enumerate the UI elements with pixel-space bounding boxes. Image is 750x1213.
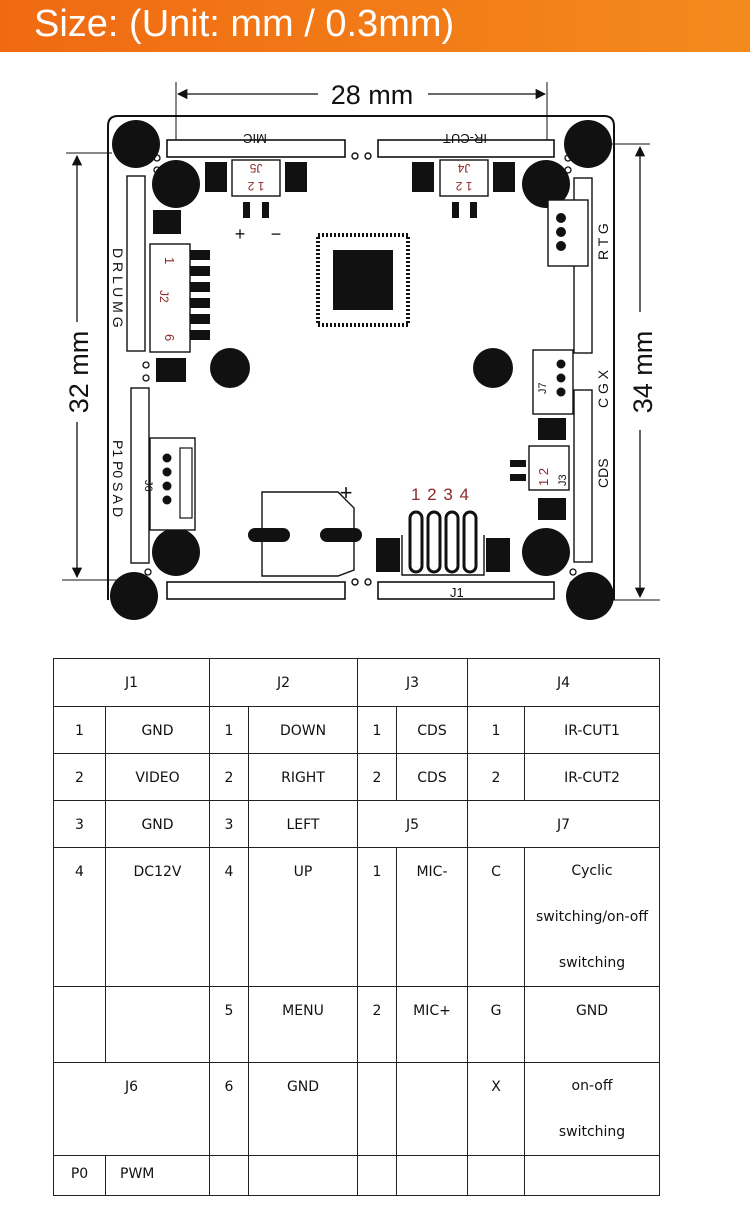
j7-pin: X <box>468 1063 525 1156</box>
j2-func: MENU <box>249 987 358 1063</box>
j3-func: CDS <box>397 754 468 801</box>
mount-hole-br <box>566 572 614 620</box>
j3-pad-top <box>538 418 566 440</box>
mic-label: MIC <box>243 131 267 146</box>
j1-func: GND <box>106 707 210 754</box>
j5-label: J5 <box>249 161 263 175</box>
j4-label: J4 <box>457 161 471 175</box>
header-j3: J3 <box>358 659 468 707</box>
empty-cell <box>358 1156 397 1196</box>
j6-side-label: P1 P0 S A D <box>110 440 126 518</box>
j7-connector <box>533 350 573 414</box>
j1-pin: 2 <box>54 754 106 801</box>
j2-pin: 6 <box>210 1063 249 1156</box>
board-dimension-diagram <box>0 60 750 620</box>
j6-inner <box>180 448 192 518</box>
via-dot <box>352 153 358 159</box>
corner-pad <box>152 528 200 576</box>
j1-connector <box>378 582 554 599</box>
empty-cell <box>397 1156 468 1196</box>
header-j2: J2 <box>210 659 358 707</box>
j3-pin <box>510 460 526 467</box>
rtg-pins <box>556 213 566 251</box>
mid-pad <box>473 348 513 388</box>
j2-pad-top <box>153 210 181 234</box>
empty-cell <box>106 987 210 1063</box>
j1-pin: 1 <box>54 707 106 754</box>
j1-pad-left <box>376 538 400 572</box>
j2-pin: 2 <box>210 754 249 801</box>
j2-pin6-label: 6 <box>162 334 177 342</box>
j3-pin <box>510 474 526 481</box>
empty-cell <box>54 987 106 1063</box>
header-j5: J5 <box>358 801 468 848</box>
empty-cell <box>358 1063 397 1156</box>
header-j1: J1 <box>54 659 210 707</box>
j1-label: J1 <box>450 585 464 600</box>
j7-side-bar <box>574 390 592 562</box>
j3-pins: 1 2 <box>536 467 551 486</box>
j4-func: IR-CUT1 <box>525 707 660 754</box>
j3-pin: 2 <box>358 754 397 801</box>
main-chip <box>333 250 393 310</box>
j2-pin: 5 <box>210 987 249 1063</box>
j7-label: J7 <box>537 382 549 394</box>
j1-func: DC12V <box>106 848 210 987</box>
header-j4: J4 <box>468 659 660 707</box>
title-banner <box>0 0 750 52</box>
j5-pin <box>243 202 250 218</box>
j4-pad-left <box>412 162 434 192</box>
j4-pins: 1 2 <box>455 179 473 193</box>
j1-pins <box>410 512 476 572</box>
mount-hole-tl <box>112 120 160 168</box>
j5-pad-left <box>205 162 227 192</box>
ircut-label: IR-CUT <box>442 131 488 146</box>
j4-pad-right <box>493 162 515 192</box>
mic-plus: + <box>234 224 246 244</box>
j6-label: J6 <box>142 480 154 492</box>
mid-pad <box>210 348 250 388</box>
header-j6: J6 <box>54 1063 210 1156</box>
j6-func: PWM <box>106 1156 210 1196</box>
j2-func: DOWN <box>249 707 358 754</box>
j7-func: GND <box>525 987 660 1063</box>
j5-pin: 1 <box>358 848 397 987</box>
battery-plus: + <box>339 480 353 505</box>
battery-pad-left <box>248 528 290 542</box>
mount-hole-tr <box>564 120 612 168</box>
j2-func: UP <box>249 848 358 987</box>
via-dot <box>352 579 358 585</box>
j3-pad-bottom <box>538 498 566 520</box>
j1-pin-numbers: 1 2 3 4 <box>411 485 470 504</box>
via-dot <box>365 153 371 159</box>
right-height-dimension: 34 mm <box>628 330 658 414</box>
corner-pad <box>522 528 570 576</box>
j1-pin: 4 <box>54 848 106 987</box>
j5-pin <box>262 202 269 218</box>
empty-cell <box>397 1063 468 1156</box>
j7-pin: C <box>468 848 525 987</box>
j2-pin: 3 <box>210 801 249 848</box>
rtg-label: R T G <box>595 223 611 260</box>
bottom-left-connector <box>167 582 345 599</box>
j7-pins <box>557 360 566 397</box>
header-j7: J7 <box>468 801 660 848</box>
j7-pin: G <box>468 987 525 1063</box>
j1-func: GND <box>106 801 210 848</box>
mount-hole-bl <box>110 572 158 620</box>
j6-pin: P0 <box>54 1156 106 1196</box>
j2-side-label: D R L U M G <box>110 248 126 328</box>
via-dot <box>365 579 371 585</box>
j5-func: MIC+ <box>397 987 468 1063</box>
j4-pin <box>452 202 459 218</box>
mic-minus: − <box>270 224 282 244</box>
j2-pad-bottom <box>156 358 186 382</box>
j4-func: IR-CUT2 <box>525 754 660 801</box>
j1-func: VIDEO <box>106 754 210 801</box>
j5-func: MIC- <box>397 848 468 987</box>
j5-pins: 1 2 <box>247 179 265 193</box>
j2-func: RIGHT <box>249 754 358 801</box>
j2-pins <box>190 250 210 340</box>
j4-pin: 1 <box>468 707 525 754</box>
empty-cell <box>210 1156 249 1196</box>
j7-func: on-off switching <box>525 1063 660 1156</box>
j2-func: GND <box>249 1063 358 1156</box>
j7-func: Cyclic switching/on-off switching <box>525 848 660 987</box>
j6-side-bar <box>131 388 149 563</box>
width-dimension: 28 mm <box>330 80 414 110</box>
cgx-label: C G X <box>595 369 611 408</box>
j2-pin1-label: 1 <box>162 257 177 265</box>
j5-pin: 2 <box>358 987 397 1063</box>
j2-func: LEFT <box>249 801 358 848</box>
j4-pin <box>470 202 477 218</box>
empty-cell <box>525 1156 660 1196</box>
j1-pad-right <box>486 538 510 572</box>
banner-title: Size: (Unit: mm / 0.3mm) <box>34 3 455 45</box>
j2-label: J2 <box>157 290 171 303</box>
j1-pin: 3 <box>54 801 106 848</box>
j2-pin: 1 <box>210 707 249 754</box>
j3-pin: 1 <box>358 707 397 754</box>
pin-definition-table <box>53 658 660 1196</box>
j3-func: CDS <box>397 707 468 754</box>
rtg-connector <box>548 200 588 266</box>
left-height-dimension: 32 mm <box>64 330 94 414</box>
j2-side-bar <box>127 176 145 351</box>
battery-pad-right <box>320 528 362 542</box>
j4-pin: 2 <box>468 754 525 801</box>
j3-label: J3 <box>557 474 569 486</box>
j5-pad-right <box>285 162 307 192</box>
empty-cell <box>468 1156 525 1196</box>
empty-cell <box>249 1156 358 1196</box>
cds-label: CDS <box>595 458 611 488</box>
j2-pin: 4 <box>210 848 249 987</box>
